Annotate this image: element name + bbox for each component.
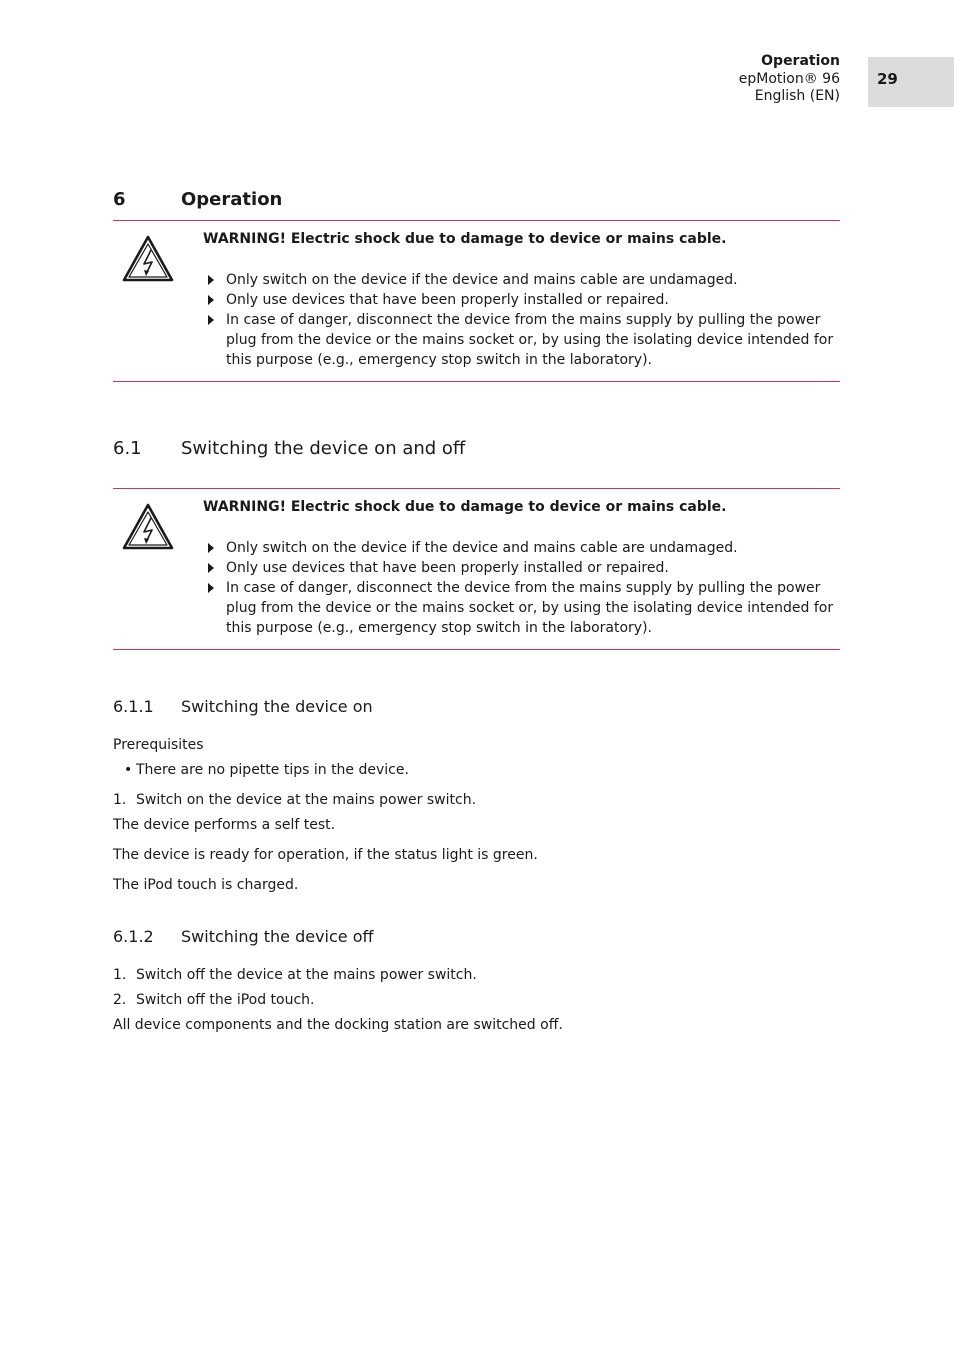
chapter-number: 6 <box>113 189 126 210</box>
section-title: Switching the device off <box>181 927 374 946</box>
warning-list <box>203 270 843 370</box>
arrow-bullet-icon <box>208 583 214 593</box>
result-text: All device components and the docking station are switched off. <box>113 1017 563 1033</box>
step-text: Switch off the device at the mains power switch. <box>136 967 477 983</box>
warning-item-text: In case of danger, disconnect the device from the mains supply by pulling the power plug from the device or the mains socket or, by using the isolating device intended for this purpose (e.g., emergency stop switch in the laboratory). <box>226 312 834 368</box>
warning-item <box>203 270 843 290</box>
warning-item <box>203 558 843 578</box>
warning-item-text: Only use devices that have been properly installed or repaired. <box>226 292 669 308</box>
running-header <box>739 53 840 106</box>
warning-title: WARNING! Electric shock due to damage to device or mains cable. <box>203 499 727 515</box>
warning-item-text: In case of danger, disconnect the device from the mains supply by pulling the power plug from the device or the mains socket or, by using the isolating device intended for this purpose (e.g., emergency stop switch in the laboratory). <box>226 580 834 636</box>
chapter-title: Operation <box>181 189 283 210</box>
prerequisite-text: There are no pipette tips in the device. <box>136 762 409 778</box>
step-item <box>113 967 477 983</box>
arrow-bullet-icon <box>208 543 214 553</box>
arrow-bullet-icon <box>208 315 214 325</box>
step-item <box>113 992 315 1008</box>
electric-shock-warning-icon <box>122 235 174 282</box>
warning-item-text: Only switch on the device if the device and mains cable are undamaged. <box>226 540 738 556</box>
warning-item-text: Only switch on the device if the device and mains cable are undamaged. <box>226 272 738 288</box>
arrow-bullet-icon <box>208 563 214 573</box>
step-number: 1. <box>113 792 127 808</box>
bullet-dot-icon: • <box>124 762 133 778</box>
section-number: 6.1.1 <box>113 697 154 716</box>
warning-item <box>203 310 843 370</box>
step-number: 1. <box>113 967 127 983</box>
result-text: The device is ready for operation, if the status light is green. <box>113 847 538 863</box>
header-language: English (EN) <box>754 88 840 104</box>
warning-box-2 <box>113 488 840 650</box>
step-item <box>113 792 476 808</box>
arrow-bullet-icon <box>208 275 214 285</box>
step-number: 2. <box>113 992 127 1008</box>
prerequisites-label: Prerequisites <box>113 737 204 753</box>
header-product: epMotion® 96 <box>738 70 840 87</box>
page-number-box <box>868 57 954 107</box>
page-number: 29 <box>877 70 898 88</box>
warning-item <box>203 578 843 638</box>
step-text: Switch off the iPod touch. <box>136 992 315 1008</box>
section-heading-6-1-2 <box>113 927 374 946</box>
section-heading-6-1-1 <box>113 697 373 716</box>
warning-title: WARNING! Electric shock due to damage to device or mains cable. <box>203 231 727 247</box>
warning-item <box>203 290 843 310</box>
section-title: Switching the device on <box>181 697 373 716</box>
prerequisite-item <box>124 762 409 778</box>
section-number: 6.1.2 <box>113 927 154 946</box>
warning-box-1 <box>113 220 840 382</box>
arrow-bullet-icon <box>208 295 214 305</box>
result-text: The device performs a self test. <box>113 817 336 833</box>
section-title: Switching the device on and off <box>181 438 466 459</box>
electric-shock-warning-icon <box>122 503 174 550</box>
chapter-heading <box>113 189 282 210</box>
section-number: 6.1 <box>113 438 142 459</box>
warning-item-text: Only use devices that have been properly installed or repaired. <box>226 560 669 576</box>
warning-item <box>203 538 843 558</box>
step-text: Switch on the device at the mains power switch. <box>136 792 477 808</box>
warning-list <box>203 538 843 638</box>
header-section: Operation <box>761 53 840 69</box>
section-heading-6-1 <box>113 438 465 459</box>
result-text: The iPod touch is charged. <box>113 877 299 893</box>
